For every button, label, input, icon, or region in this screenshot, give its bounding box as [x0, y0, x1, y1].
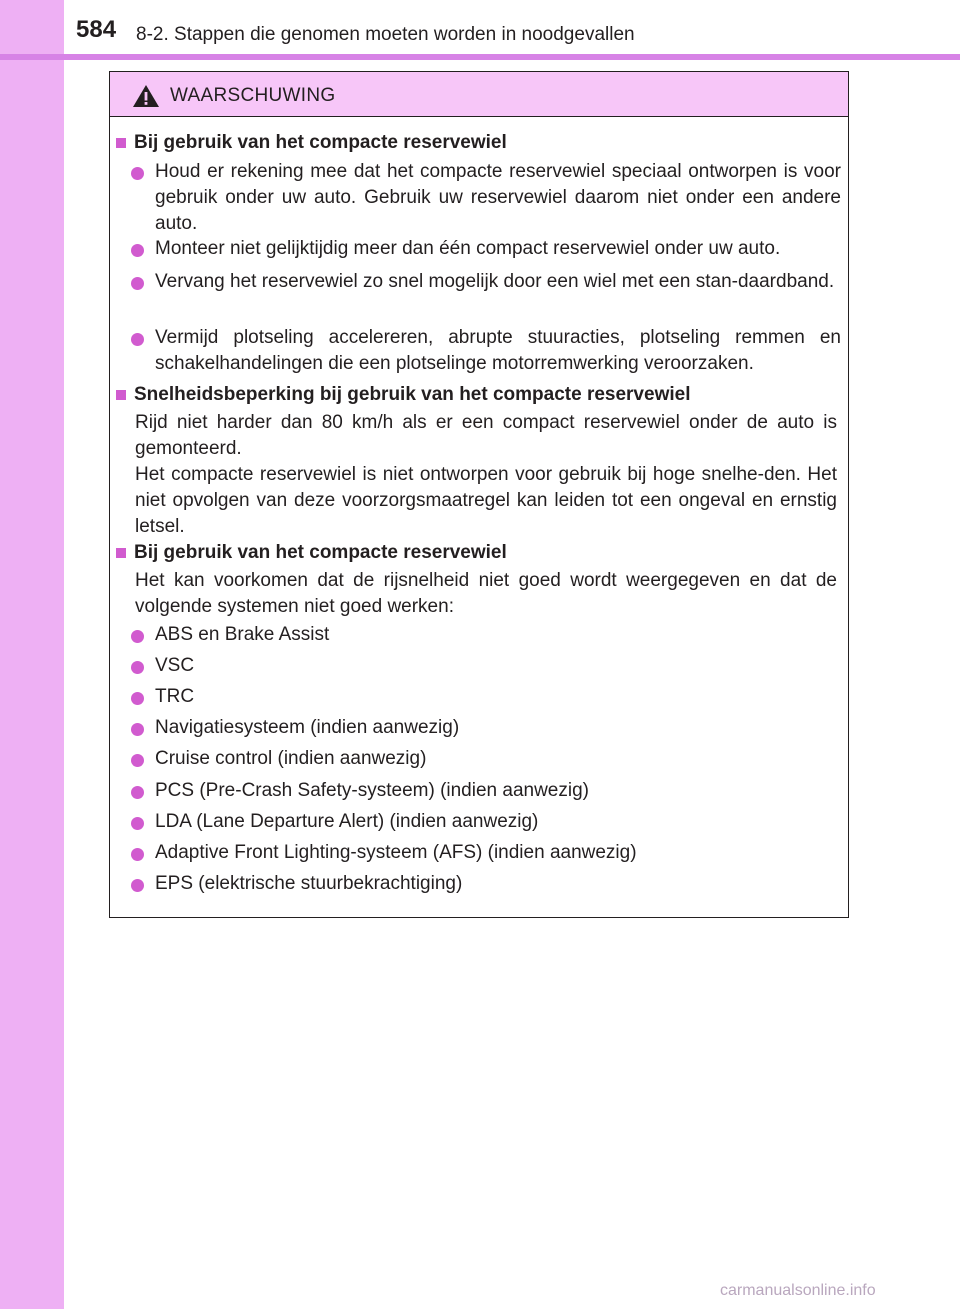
- list-item: TRC: [155, 686, 195, 707]
- list-item: PCS (Pre-Crash Safety-systeem) (indien aanwezig): [155, 780, 589, 801]
- left-margin-band: [0, 0, 64, 1309]
- header-rule: [0, 54, 960, 60]
- list-item: VSC: [155, 655, 195, 676]
- warning-title: WAARSCHUWING: [170, 85, 336, 106]
- section-heading: Snelheidsbeperking bij gebruik van het compacte reservewiel: [134, 384, 691, 405]
- bullet-dot-icon: [131, 848, 144, 861]
- list-item: LDA (Lane Departure Alert) (indien aanwezig): [155, 811, 539, 832]
- warning-box: [109, 71, 849, 918]
- list-item: Monteer niet gelijktijdig meer dan één compact reservewiel onder uw auto.: [155, 238, 781, 259]
- section-square-icon: [116, 138, 126, 148]
- list-item: Houd er rekening mee dat het compacte reservewiel speciaal ontworpen is voor gebruik onder uw auto. Gebruik uw reservewiel daarom niet onder een andere auto.: [155, 161, 841, 234]
- section-square-icon: [116, 548, 126, 558]
- section-title: 8-2. Stappen die genomen moeten worden in noodgevallen: [136, 24, 635, 45]
- list-item: Vermijd plotseling accelereren, abrupte stuuracties, plotseling remmen en schakelhandelingen die een plotselinge motorremwerking veroorzaken.: [155, 327, 841, 374]
- list-item: EPS (elektrische stuurbekrachtiging): [155, 873, 463, 894]
- list-item: Adaptive Front Lighting-systeem (AFS) (indien aanwezig): [155, 842, 637, 863]
- bullet-dot-icon: [131, 723, 144, 736]
- section-square-icon: [116, 390, 126, 400]
- bullet-dot-icon: [131, 786, 144, 799]
- footer-watermark: carmanualsonline.info: [720, 1282, 876, 1299]
- warning-triangle-icon: [132, 84, 160, 108]
- bullet-dot-icon: [131, 630, 144, 643]
- list-item: Vervang het reservewiel zo snel mogelijk door een wiel met een stan-daardband.: [155, 271, 835, 292]
- bullet-dot-icon: [131, 754, 144, 767]
- paragraph: Rijd niet harder dan 80 km/h als er een compact reservewiel onder de auto is gemonteerd.: [135, 412, 837, 459]
- bullet-dot-icon: [131, 167, 144, 180]
- bullet-dot-icon: [131, 817, 144, 830]
- bullet-dot-icon: [131, 333, 144, 346]
- list-item: Navigatiesysteem (indien aanwezig): [155, 717, 460, 738]
- page-number: 584: [76, 16, 117, 43]
- warning-header: [110, 72, 848, 117]
- list-item: ABS en Brake Assist: [155, 624, 330, 645]
- bullet-dot-icon: [131, 277, 144, 290]
- bullet-dot-icon: [131, 661, 144, 674]
- bullet-dot-icon: [131, 244, 144, 257]
- list-item: Cruise control (indien aanwezig): [155, 748, 427, 769]
- paragraph: Het compacte reservewiel is niet ontworpen voor gebruik bij hoge snelhe-den. Het niet opvolgen van deze voorzorgsmaatregel kan leiden tot een ongeval en ernstig letsel.: [135, 464, 837, 537]
- bullet-dot-icon: [131, 879, 144, 892]
- paragraph: Het kan voorkomen dat de rijsnelheid niet goed wordt weergegeven en dat de volgende systemen niet goed werken:: [135, 570, 837, 617]
- section-heading: Bij gebruik van het compacte reservewiel: [134, 132, 507, 153]
- bullet-dot-icon: [131, 692, 144, 705]
- section-heading: Bij gebruik van het compacte reservewiel: [134, 542, 507, 563]
